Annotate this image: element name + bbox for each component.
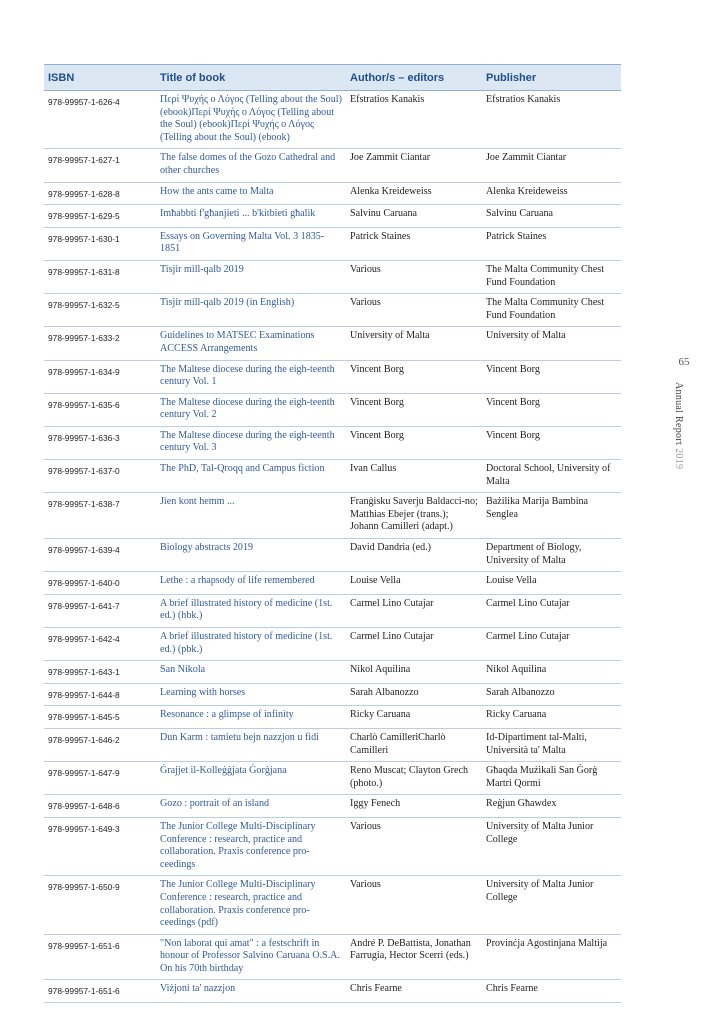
table-header-row: [44, 65, 621, 91]
table-row: [44, 539, 621, 572]
cell-publisher: Efstratios Kanakis: [482, 91, 621, 149]
cell-isbn: 978-99957-1-642-4: [44, 628, 156, 661]
cell-title: Learning with horses: [156, 683, 346, 706]
cell-publisher: Department of Biology, University of Malta: [482, 539, 621, 572]
cell-authors: Iggy Fenech: [346, 795, 482, 818]
cell-publisher: Vincent Borg: [482, 393, 621, 426]
table-row: [44, 294, 621, 327]
cell-isbn: 978-99957-1-632-5: [44, 294, 156, 327]
cell-authors: André P. DeBattista, Jonathan Farrugia, Hector Scerri (eds.): [346, 934, 482, 980]
page-number: 65: [678, 356, 690, 368]
cell-isbn: 978-99957-1-640-0: [44, 572, 156, 595]
cell-title: Guidelines to MATSEC Examinations ACCESS Arrangements: [156, 327, 346, 360]
cell-authors: Ivan Callus: [346, 460, 482, 493]
cell-isbn: 978-99957-1-631-8: [44, 260, 156, 293]
cell-publisher: Carmel Lino Cutajar: [482, 594, 621, 627]
cell-authors: Various: [346, 817, 482, 875]
cell-title: San Nikola: [156, 661, 346, 684]
cell-authors: Efstratios Kanakis: [346, 91, 482, 149]
cell-authors: Vincent Borg: [346, 360, 482, 393]
table-row: [44, 149, 621, 182]
cell-title: Tisjir mill-qalb 2019 (in English): [156, 294, 346, 327]
running-title: Annual Report: [673, 382, 684, 446]
table-row: [44, 327, 621, 360]
cell-title: The PhD, Tal-Qroqq and Campus fiction: [156, 460, 346, 493]
cell-isbn: 978-99957-1-628-8: [44, 182, 156, 205]
cell-publisher: Carmel Lino Cutajar: [482, 628, 621, 661]
table-row: [44, 594, 621, 627]
cell-authors: Various: [346, 260, 482, 293]
cell-authors: Alenka Kreideweiss: [346, 182, 482, 205]
cell-title: The Maltese diocese during the eigh-teenth century Vol. 3: [156, 426, 346, 459]
cell-title: How the ants came to Malta: [156, 182, 346, 205]
cell-title: Lethe : a rhapsody of life remembered: [156, 572, 346, 595]
cell-title: The false domes of the Gozo Cathedral and other churches: [156, 149, 346, 182]
cell-publisher: Id-Dipartiment tal-Malti, Università ta' Malta: [482, 728, 621, 761]
cell-authors: Various: [346, 294, 482, 327]
cell-title: Resonance : a glimpse of infinity: [156, 706, 346, 729]
cell-publisher: Sarah Albanozzo: [482, 683, 621, 706]
cell-publisher: Alenka Kreideweiss: [482, 182, 621, 205]
cell-isbn: 978-99957-1-635-6: [44, 393, 156, 426]
cell-authors: Patrick Staines: [346, 227, 482, 260]
cell-isbn: 978-99957-1-627-1: [44, 149, 156, 182]
cell-isbn: 978-99957-1-648-6: [44, 795, 156, 818]
cell-authors: Various: [346, 876, 482, 934]
cell-isbn: 978-99957-1-639-4: [44, 539, 156, 572]
cell-title: Imħabbti f'għanjieti ... b'kitbieti għalik: [156, 205, 346, 228]
header-title: Title of book: [156, 65, 346, 91]
table-row: [44, 182, 621, 205]
cell-publisher: Chris Fearne: [482, 980, 621, 1003]
cell-isbn: 978-99957-1-634-9: [44, 360, 156, 393]
running-header: [673, 382, 684, 469]
cell-authors: Chris Fearne: [346, 980, 482, 1003]
header-isbn: ISBN: [44, 65, 156, 91]
cell-isbn: 978-99957-1-645-5: [44, 706, 156, 729]
cell-title: Gozo : portrait of an island: [156, 795, 346, 818]
cell-title: Biology abstracts 2019: [156, 539, 346, 572]
cell-publisher: University of Malta Junior College: [482, 876, 621, 934]
table-row: [44, 728, 621, 761]
cell-title: A brief illustrated history of medicine (1st. ed.) (pbk.): [156, 628, 346, 661]
header-authors: Author/s – editors: [346, 65, 482, 91]
cell-authors: Salvinu Caruana: [346, 205, 482, 228]
cell-isbn: 978-99957-1-647-9: [44, 762, 156, 795]
cell-isbn: 978-99957-1-637-0: [44, 460, 156, 493]
page-sidebar: [664, 356, 704, 470]
cell-title: "Non laborat qui amat" : a festschrift in honour of Professor Salvino Caruana O.S.A. On his 70th birthday: [156, 934, 346, 980]
table-row: [44, 980, 621, 1003]
cell-isbn: 978-99957-1-626-4: [44, 91, 156, 149]
cell-isbn: 978-99957-1-638-7: [44, 493, 156, 539]
table-row: [44, 876, 621, 934]
table-row: [44, 493, 621, 539]
isbn-table-container: [44, 64, 621, 1003]
cell-title: Ġrajjet il-Kolleġġjata Ġorġjana: [156, 762, 346, 795]
cell-isbn: 978-99957-1-641-7: [44, 594, 156, 627]
cell-authors: Franġisku Saverju Baldacci-no; Matthias Ebejer (trans.); Johann Camilleri (adapt.): [346, 493, 482, 539]
cell-title: Περί Ψυχής ο Λόγος (Telling about the Soul) (ebook)Περί Ψυχής ο Λόγος (Telling about the Soul) (ebook)Περί Ψυχής ο Λόγος (Telling about the Soul) (ebook): [156, 91, 346, 149]
table-row: [44, 205, 621, 228]
cell-publisher: University of Malta: [482, 327, 621, 360]
cell-publisher: Bażilika Marija Bambina Senglea: [482, 493, 621, 539]
cell-isbn: 978-99957-1-633-2: [44, 327, 156, 360]
isbn-table: [44, 64, 621, 1003]
cell-isbn: 978-99957-1-646-2: [44, 728, 156, 761]
cell-isbn: 978-99957-1-651-6: [44, 934, 156, 980]
table-row: [44, 572, 621, 595]
cell-publisher: The Malta Community Chest Fund Foundation: [482, 260, 621, 293]
running-year: 2019: [673, 448, 684, 470]
cell-publisher: Nikol Aquilina: [482, 661, 621, 684]
cell-isbn: 978-99957-1-643-1: [44, 661, 156, 684]
cell-title: Tisjir mill-qalb 2019: [156, 260, 346, 293]
cell-authors: Joe Zammit Ciantar: [346, 149, 482, 182]
cell-authors: Sarah Albanozzo: [346, 683, 482, 706]
table-row: [44, 426, 621, 459]
cell-authors: Louise Vella: [346, 572, 482, 595]
table-row: [44, 360, 621, 393]
table-row: [44, 661, 621, 684]
cell-title: Jien kont hemm ...: [156, 493, 346, 539]
cell-publisher: Ricky Caruana: [482, 706, 621, 729]
cell-authors: Nikol Aquilina: [346, 661, 482, 684]
cell-isbn: 978-99957-1-636-3: [44, 426, 156, 459]
cell-authors: David Dandria (ed.): [346, 539, 482, 572]
cell-authors: Vincent Borg: [346, 393, 482, 426]
table-row: [44, 628, 621, 661]
cell-isbn: 978-99957-1-651-6: [44, 980, 156, 1003]
cell-publisher: Doctoral School, University of Malta: [482, 460, 621, 493]
table-row: [44, 683, 621, 706]
cell-publisher: Vincent Borg: [482, 426, 621, 459]
table-row: [44, 762, 621, 795]
cell-title: Viżjoni ta' nazzjon: [156, 980, 346, 1003]
cell-publisher: Louise Vella: [482, 572, 621, 595]
cell-authors: Reno Muscat; Clayton Grech (photo.): [346, 762, 482, 795]
cell-title: A brief illustrated history of medicine (1st. ed.) (hbk.): [156, 594, 346, 627]
cell-title: The Maltese diocese during the eigh-teenth century Vol. 1: [156, 360, 346, 393]
table-row: [44, 706, 621, 729]
cell-publisher: University of Malta Junior College: [482, 817, 621, 875]
cell-title: Essays on Governing Malta Vol. 3 1835-1851: [156, 227, 346, 260]
cell-isbn: 978-99957-1-644-8: [44, 683, 156, 706]
table-row: [44, 934, 621, 980]
cell-publisher: Reġjun Għawdex: [482, 795, 621, 818]
cell-authors: Vincent Borg: [346, 426, 482, 459]
cell-authors: Charlò CamilleriCharlò Camilleri: [346, 728, 482, 761]
header-publisher: Publisher: [482, 65, 621, 91]
cell-authors: Carmel Lino Cutajar: [346, 628, 482, 661]
cell-isbn: 978-99957-1-650-9: [44, 876, 156, 934]
cell-authors: Ricky Caruana: [346, 706, 482, 729]
table-row: [44, 817, 621, 875]
table-row: [44, 393, 621, 426]
cell-isbn: 978-99957-1-630-1: [44, 227, 156, 260]
cell-publisher: Provinċja Agostinjana Maltija: [482, 934, 621, 980]
table-row: [44, 260, 621, 293]
cell-title: Dun Karm : tamietu bejn nazzjon u fidi: [156, 728, 346, 761]
cell-publisher: Salvinu Caruana: [482, 205, 621, 228]
table-row: [44, 795, 621, 818]
cell-publisher: Joe Zammit Ciantar: [482, 149, 621, 182]
cell-title: The Junior College Multi-Disciplinary Conference : research, practice and collaboration. Praxis conference pro-ceedings: [156, 817, 346, 875]
cell-isbn: 978-99957-1-649-3: [44, 817, 156, 875]
table-body: [44, 91, 621, 1003]
cell-publisher: The Malta Community Chest Fund Foundation: [482, 294, 621, 327]
cell-publisher: Patrick Staines: [482, 227, 621, 260]
cell-authors: University of Malta: [346, 327, 482, 360]
cell-title: The Junior College Multi-Disciplinary Conference : research, practice and collaboration. Praxis conference pro-ceedings (pdf): [156, 876, 346, 934]
cell-title: The Maltese diocese during the eigh-teenth century Vol. 2: [156, 393, 346, 426]
table-row: [44, 227, 621, 260]
cell-isbn: 978-99957-1-629-5: [44, 205, 156, 228]
cell-authors: Carmel Lino Cutajar: [346, 594, 482, 627]
cell-publisher: Vincent Borg: [482, 360, 621, 393]
table-row: [44, 460, 621, 493]
cell-publisher: Għaqda Mużikali San Ġorġ Martri Qormi: [482, 762, 621, 795]
table-row: [44, 91, 621, 149]
